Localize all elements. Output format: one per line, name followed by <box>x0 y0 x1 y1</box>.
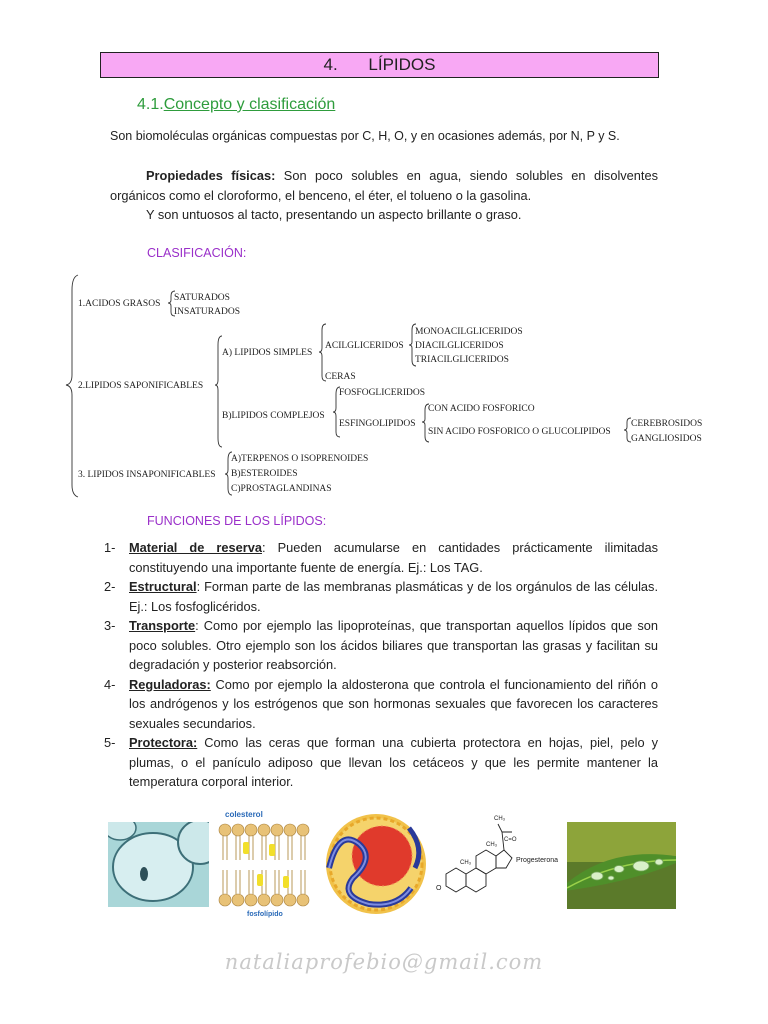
membrane-cholesterol-label: colesterol <box>225 810 263 819</box>
functions-heading: FUNCIONES DE LOS LÍPIDOS: <box>147 514 327 528</box>
section-title: Concepto y clasificación <box>163 96 336 113</box>
footer-email: nataliaprofebio@gmail.com <box>224 950 544 974</box>
properties-text: Son poco solubles en agua, siendo solubles en disolventes orgánicos como el cloroformo, el benceno, el éter, el tolueno o la gasolina. <box>110 168 658 203</box>
tree-ceras: CERAS <box>325 372 356 382</box>
tree-monoacilgliceridos: MONOACILGLICERIDOS <box>415 327 523 337</box>
tree-prostaglandinas: C)PROSTAGLANDINAS <box>231 484 332 494</box>
tree-gangliosidos: GANGLIOSIDOS <box>631 434 702 444</box>
lipoprotein-image <box>319 808 432 916</box>
adipose-cells-image <box>108 822 209 907</box>
tree-cerebrosidos: CEREBROSIDOS <box>631 419 703 429</box>
membrane-phospholipid-label: fosfolípido <box>247 911 283 918</box>
tree-insaturados: INSATURADOS <box>174 307 240 317</box>
list-item: 1- Material de reserva: Pueden acumularse en cantidades prácticamente ilimitadas constituyendo una importante fuente de energía. Ej.: Los TAG. <box>104 540 659 575</box>
tree-esfingolipidos: ESFINGOLIPIDOS <box>339 419 416 429</box>
tree-lipidos-simples: A) LIPIDOS SIMPLES <box>222 348 313 358</box>
intro-paragraph: Son biomoléculas orgánicas compuestas por C, H, O, y en ocasiones además, por N, P y S. <box>110 129 620 143</box>
leaf-water-drops-image <box>567 822 676 909</box>
tree-insaponificables: 3. LIPIDOS INSAPONIFICABLES <box>78 470 216 480</box>
classification-heading: CLASIFICACIÓN: <box>147 246 247 260</box>
membrane-image <box>217 808 313 920</box>
tree-terpenos: A)TERPENOS O ISOPRENOIDES <box>231 454 369 464</box>
tree-fosfogliceridos: FOSFOGLICERIDOS <box>339 388 426 398</box>
properties-label: Propiedades físicas: <box>146 168 276 183</box>
section-number: 4.1. <box>137 96 164 113</box>
steroid-methyl-a: CH₃ <box>460 860 472 866</box>
chapter-number: 4. <box>323 55 338 74</box>
list-item: 3- Transporte: Como por ejemplo las lipoproteínas, que transportan aquellos lípidos que son poco solubles. Otro ejemplo son los ácidos biliares que transportan las grasas y facilitan su degradación y posterior reabsorción. <box>104 618 658 672</box>
tree-saponificables: 2.LIPIDOS SAPONIFICABLES <box>78 381 204 391</box>
steroid-oxygen: O <box>436 885 442 892</box>
progesterone-structure-image <box>432 808 560 908</box>
list-item: 5- Protectora: Como las ceras que forman una cubierta protectora en hojas, piel, pelo y plumas, o el panículo adiposo que llevan los cetáceos y que les permite mantener la temperatura corporal interior. <box>104 735 658 789</box>
tree-sin-acido-fosforico: SIN ACIDO FOSFORICO O GLUCOLIPIDOS <box>428 427 611 437</box>
steroid-carbonyl: C=O <box>504 837 517 843</box>
tree-con-acido-fosforico: CON ACIDO FOSFORICO <box>428 404 535 414</box>
properties-text-2: Y son untuosos al tacto, presentando un aspecto brillante o graso. <box>146 207 522 222</box>
steroid-methyl-c: CH₃ <box>494 816 506 822</box>
tree-acidos-grasos: 1.ACIDOS GRASOS <box>78 299 161 309</box>
list-item: 4- Reguladoras: Como por ejemplo la aldosterona que controla el funcionamiento del riñón o los andrógenos y los estrógenos que son hormonas sexuales que favorecen los caracteres sexuales secundarios. <box>104 676 658 731</box>
tree-triacilgliceridos: TRIACILGLICERIDOS <box>415 355 509 365</box>
tree-diacilgliceridos: DIACILGLICERIDOS <box>415 341 504 351</box>
tree-saturados: SATURADOS <box>174 293 230 303</box>
tree-esteroides: B)ESTEROIDES <box>231 469 298 479</box>
progesterone-label: Progesterona <box>516 857 559 864</box>
tree-acilgliceridos: ACILGLICERIDOS <box>325 341 404 351</box>
tree-lipidos-complejos: B)LIPIDOS COMPLEJOS <box>222 411 325 421</box>
list-item: 2- Estructural: Forman parte de las membranas plasmáticas y de los orgánulos de las células. Ej.: Los fosfoglicéridos. <box>104 579 658 614</box>
functions-list <box>104 538 658 792</box>
steroid-methyl-b: CH₃ <box>486 842 498 848</box>
chapter-title-text: LÍPIDOS <box>368 55 436 74</box>
